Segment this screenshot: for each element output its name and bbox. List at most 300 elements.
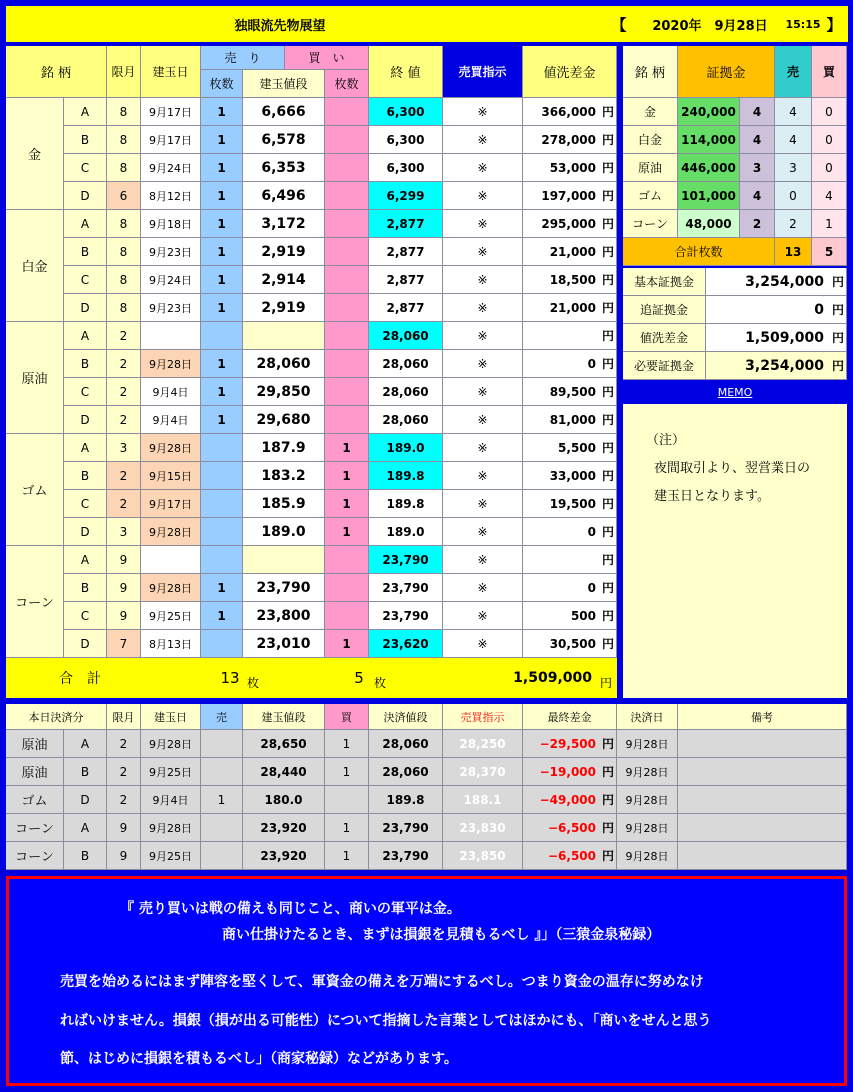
row-slot: A [64,322,107,350]
margin-row-sell: 4 [775,126,812,154]
settled-sell [201,730,243,758]
settled-signal: 188.1 [443,786,523,814]
row-close-price: 2,877 [369,294,443,322]
row-signal: ※ [443,154,523,182]
summary-label: 値洗差金 [623,324,706,352]
header-sell-price: 建玉値段 [243,70,325,98]
row-slot: A [64,434,107,462]
margin-row-amount: 114,000 [678,126,740,154]
memo-link[interactable]: MEMO [717,385,753,399]
margin-header-amount: 証拠金 [678,46,775,98]
yen-unit: 円 [601,357,614,371]
row-open-price: 2,919 [243,294,325,322]
row-month: 8 [107,238,141,266]
row-month: 3 [107,434,141,462]
row-signal: ※ [443,546,523,574]
margin-total-buy: 5 [812,238,847,266]
margin-row-buy: 0 [812,154,847,182]
row-mtm: 89,500 円 [523,378,617,406]
yen-unit: 円 [601,385,614,399]
row-close-price: 23,620 [369,630,443,658]
row-signal: ※ [443,98,523,126]
row-mtm: 295,000 円 [523,210,617,238]
settled-note [678,730,847,758]
margin-row-sell: 3 [775,154,812,182]
row-open-date: 8月13日 [141,630,201,658]
row-slot: B [64,574,107,602]
settled-date-closed: 9月28日 [617,814,678,842]
row-month: 9 [107,546,141,574]
row-close-price: 6,300 [369,126,443,154]
settled-price: 189.8 [369,786,443,814]
row-signal: ※ [443,490,523,518]
row-slot: B [64,238,107,266]
row-sell-count: 1 [201,238,243,266]
row-mtm: 33,000 円 [523,462,617,490]
row-mtm: 53,000 円 [523,154,617,182]
row-open-price: 183.2 [243,462,325,490]
row-signal: ※ [443,210,523,238]
row-buy-count [325,350,369,378]
yen-unit: 円 [831,303,844,317]
row-sell-count: 1 [201,602,243,630]
yen-unit: 円 [601,793,614,807]
settled-final: −49,000 円 [523,786,617,814]
row-slot: D [64,630,107,658]
settled-sell: 1 [201,786,243,814]
settled-sell [201,842,243,870]
yen-unit: 円 [601,469,614,483]
header-month: 限月 [107,46,141,98]
settled-note [678,814,847,842]
row-slot: C [64,602,107,630]
settled-signal: 28,250 [443,730,523,758]
row-buy-count [325,574,369,602]
row-buy-count: 1 [325,518,369,546]
row-sell-count: 1 [201,182,243,210]
settled-buy: 1 [325,730,369,758]
margin-row-units: 4 [740,98,775,126]
row-slot: C [64,266,107,294]
settled-date: 9月28日 [141,730,201,758]
row-signal: ※ [443,406,523,434]
row-month: 7 [107,630,141,658]
row-close-price: 189.0 [369,518,443,546]
row-buy-count [325,378,369,406]
row-mtm: 21,000 円 [523,238,617,266]
row-close-price: 2,877 [369,266,443,294]
row-open-date: 9月24日 [141,266,201,294]
settled-header-label: 本日決済分 [6,704,107,730]
summary-label: 追証拠金 [623,296,706,324]
row-open-price: 189.0 [243,518,325,546]
yen-unit: 円 [601,105,614,119]
summary-label: 基本証拠金 [623,268,706,296]
row-close-price: 28,060 [369,378,443,406]
yen-unit: 円 [601,189,614,203]
row-month: 2 [107,406,141,434]
row-close-price: 28,060 [369,406,443,434]
margin-header-brand: 銘 柄 [623,46,678,98]
settled-header-buy: 買 [325,704,369,730]
row-slot: C [64,154,107,182]
margin-row-units: 4 [740,126,775,154]
row-slot: A [64,210,107,238]
settled-open-price: 180.0 [243,786,325,814]
row-open-price [243,322,325,350]
row-open-date: 9月28日 [141,574,201,602]
settled-open-price: 23,920 [243,842,325,870]
settled-buy: 1 [325,842,369,870]
row-signal: ※ [443,518,523,546]
row-month: 2 [107,462,141,490]
row-sell-count: 1 [201,294,243,322]
yen-unit: 円 [601,765,614,779]
margin-row-name: 白金 [623,126,678,154]
row-open-date [141,322,201,350]
row-open-date: 9月17日 [141,126,201,154]
yen-unit: 円 [601,301,614,315]
settled-signal: 23,850 [443,842,523,870]
settled-sell [201,758,243,786]
total-sell-unit: 枚 [246,675,259,690]
settled-month: 2 [107,786,141,814]
yen-unit: 円 [831,359,844,373]
yen-unit: 円 [831,275,844,289]
row-buy-count [325,154,369,182]
row-mtm: 278,000 円 [523,126,617,154]
summary-value: 3,254,000 円 [706,352,847,380]
settled-name: 原油 [6,758,64,786]
row-close-price: 2,877 [369,238,443,266]
row-close-price: 23,790 [369,546,443,574]
row-open-price: 185.9 [243,490,325,518]
yen-unit: 円 [601,133,614,147]
margin-row-buy: 0 [812,126,847,154]
yen-unit: 円 [601,273,614,287]
row-open-price [243,546,325,574]
row-open-price: 23,790 [243,574,325,602]
row-month: 8 [107,210,141,238]
settled-price: 23,790 [369,814,443,842]
settled-header-final: 最終差金 [523,704,617,730]
total-sell-count: 13 [220,669,240,687]
yen-unit: 円 [601,525,614,539]
row-open-date: 9月28日 [141,434,201,462]
row-buy-count [325,238,369,266]
margin-row-buy: 0 [812,98,847,126]
row-signal: ※ [443,462,523,490]
settled-final: −6,500 円 [523,814,617,842]
margin-row-sell: 2 [775,210,812,238]
row-sell-count [201,434,243,462]
settled-sell [201,814,243,842]
margin-row-sell: 4 [775,98,812,126]
row-sell-count: 1 [201,210,243,238]
row-buy-count: 1 [325,490,369,518]
yen-unit: 円 [831,331,844,345]
row-open-date: 9月23日 [141,238,201,266]
row-buy-count [325,602,369,630]
total-mtm: 1,509,000 [513,670,592,686]
row-sell-count [201,462,243,490]
margin-row-name: コーン [623,210,678,238]
settled-signal: 23,830 [443,814,523,842]
settled-date: 9月25日 [141,758,201,786]
settled-open-price: 28,650 [243,730,325,758]
margin-header-sell: 売 [775,46,812,98]
total-buy-count: 5 [354,669,364,687]
settled-price: 28,060 [369,730,443,758]
row-open-date: 9月4日 [141,406,201,434]
row-buy-count [325,322,369,350]
settled-slot: D [64,786,107,814]
settled-name: コーン [6,842,64,870]
row-sell-count [201,546,243,574]
yen-unit: 円 [601,637,614,651]
row-open-price: 2,914 [243,266,325,294]
row-month: 8 [107,126,141,154]
row-buy-count [325,98,369,126]
header-close: 終 値 [369,46,443,98]
row-close-price: 28,060 [369,350,443,378]
settled-name: 原油 [6,730,64,758]
row-sell-count [201,322,243,350]
row-mtm [523,546,617,574]
page-title: 独眼流先物展望 [234,18,326,34]
row-buy-count [325,126,369,154]
row-month: 2 [107,322,141,350]
yen-unit: 円 [601,413,614,427]
row-sell-count: 1 [201,406,243,434]
row-buy-count [325,266,369,294]
header-sell-count: 枚数 [201,70,243,98]
yen-unit: 円 [601,821,614,835]
row-slot: C [64,490,107,518]
row-slot: B [64,462,107,490]
yen-unit: 円 [601,245,614,259]
row-slot: D [64,182,107,210]
row-sell-count: 1 [201,154,243,182]
row-signal: ※ [443,378,523,406]
row-open-date: 9月28日 [141,350,201,378]
report-date: 2020年 9月28日 [652,18,768,34]
row-sell-count: 1 [201,378,243,406]
row-open-date: 9月18日 [141,210,201,238]
settled-buy: 1 [325,814,369,842]
row-close-price: 23,790 [369,574,443,602]
row-close-price: 189.8 [369,462,443,490]
margin-row-name: 金 [623,98,678,126]
row-month: 6 [107,182,141,210]
margin-total-sell: 13 [775,238,812,266]
settled-signal: 28,370 [443,758,523,786]
row-mtm: 21,000 円 [523,294,617,322]
margin-row-name: ゴム [623,182,678,210]
row-sell-count [201,518,243,546]
memo-line: 建玉日となります。 [654,488,770,504]
row-slot: B [64,126,107,154]
header-buy-count: 枚数 [325,70,369,98]
row-open-date: 9月25日 [141,602,201,630]
settled-header-settle-date: 決済日 [617,704,678,730]
quote-line2: 商い仕掛けたるとき、まずは損銀を見積もるべし 』」（三猿金泉秘録） [222,927,661,943]
settled-buy [325,786,369,814]
margin-total-label: 合計枚数 [623,238,775,266]
yen-unit: 円 [601,609,614,623]
settled-note [678,758,847,786]
settled-date: 9月25日 [141,842,201,870]
settled-open-price: 28,440 [243,758,325,786]
margin-row-sell: 0 [775,182,812,210]
row-signal: ※ [443,350,523,378]
row-slot: C [64,378,107,406]
row-signal: ※ [443,322,523,350]
row-slot: A [64,98,107,126]
row-close-price: 28,060 [369,322,443,350]
row-signal: ※ [443,126,523,154]
settled-date: 9月28日 [141,814,201,842]
settled-month: 9 [107,842,141,870]
margin-row-amount: 48,000 [678,210,740,238]
row-sell-count: 1 [201,350,243,378]
settled-price: 28,060 [369,758,443,786]
memo-line: （注） [646,432,686,448]
row-sell-count [201,630,243,658]
row-slot: B [64,350,107,378]
row-buy-count [325,210,369,238]
group-name: コーン [6,546,64,658]
settled-slot: A [64,814,107,842]
settled-header-price: 建玉値段 [243,704,325,730]
row-buy-count: 1 [325,462,369,490]
row-slot: D [64,294,107,322]
row-mtm: 500 円 [523,602,617,630]
settled-note [678,786,847,814]
row-signal: ※ [443,630,523,658]
row-open-date: 9月28日 [141,518,201,546]
margin-row-units: 4 [740,182,775,210]
yen-unit: 円 [601,329,614,343]
summary-value: 1,509,000 円 [706,324,847,352]
margin-row-buy: 1 [812,210,847,238]
row-sell-count: 1 [201,574,243,602]
group-name: 白金 [6,210,64,322]
margin-row-units: 3 [740,154,775,182]
row-buy-count [325,406,369,434]
row-signal: ※ [443,266,523,294]
settled-month: 2 [107,730,141,758]
margin-row-amount: 101,000 [678,182,740,210]
settled-header-open-date: 建玉日 [141,704,201,730]
margin-row-amount: 446,000 [678,154,740,182]
row-month: 9 [107,574,141,602]
row-sell-count: 1 [201,126,243,154]
row-open-price: 6,666 [243,98,325,126]
settled-date-closed: 9月28日 [617,786,678,814]
row-mtm: 18,500 円 [523,266,617,294]
row-signal: ※ [443,434,523,462]
row-mtm: 0 円 [523,574,617,602]
yen-unit: 円 [601,217,614,231]
row-month: 9 [107,602,141,630]
settled-slot: B [64,842,107,870]
row-close-price: 6,299 [369,182,443,210]
header-buy: 買 い [285,46,369,70]
settled-header-note: 備考 [678,704,847,730]
row-mtm [523,322,617,350]
quote-para1: 売買を始めるにはまず陣容を堅くして、軍資金の備えを万端にするべし。つまり資金の温存に努めなけ [60,974,704,990]
row-signal: ※ [443,182,523,210]
row-mtm: 19,500 円 [523,490,617,518]
header-signal: 売買指示 [443,46,523,98]
summary-label: 必要証拠金 [623,352,706,380]
row-mtm: 0 円 [523,518,617,546]
settled-final: −6,500 円 [523,842,617,870]
settled-name: コーン [6,814,64,842]
group-name: 金 [6,98,64,210]
row-close-price: 6,300 [369,98,443,126]
quote-line1: 『 売り買いは戦の備えも同じこと、商いの軍平は金。 [120,901,461,917]
row-buy-count: 1 [325,630,369,658]
settled-final: −19,000 円 [523,758,617,786]
yen-unit: 円 [601,161,614,175]
row-close-price: 189.0 [369,434,443,462]
yen-unit: 円 [601,849,614,863]
date-bracket-open: 【 [611,15,627,34]
row-mtm: 0 円 [523,350,617,378]
settled-date-closed: 9月28日 [617,842,678,870]
total-label: 合 計 [59,671,101,687]
settled-date-closed: 9月28日 [617,758,678,786]
row-close-price: 2,877 [369,210,443,238]
row-signal: ※ [443,574,523,602]
settled-month: 2 [107,758,141,786]
settled-date-closed: 9月28日 [617,730,678,758]
summary-value: 0 円 [706,296,847,324]
settled-price: 23,790 [369,842,443,870]
row-open-date: 8月12日 [141,182,201,210]
row-mtm: 81,000 円 [523,406,617,434]
summary-value: 3,254,000 円 [706,268,847,296]
row-slot: A [64,546,107,574]
row-open-price: 6,496 [243,182,325,210]
row-open-price: 3,172 [243,210,325,238]
row-open-price: 6,578 [243,126,325,154]
row-open-price: 23,010 [243,630,325,658]
row-month: 8 [107,294,141,322]
settled-final: −29,500 円 [523,730,617,758]
row-open-price: 187.9 [243,434,325,462]
row-open-price: 29,680 [243,406,325,434]
group-name: 原油 [6,322,64,434]
settled-header-sell: 売 [201,704,243,730]
date-bracket-close: 】 [826,15,842,34]
row-open-date: 9月23日 [141,294,201,322]
header-mtm: 値洗差金 [523,46,617,98]
settled-header-month: 限月 [107,704,141,730]
row-buy-count: 1 [325,434,369,462]
settled-open-price: 23,920 [243,814,325,842]
settled-slot: A [64,730,107,758]
row-mtm: 366,000 円 [523,98,617,126]
header-sell: 売 り [201,46,285,70]
row-month: 8 [107,98,141,126]
group-name: ゴム [6,434,64,546]
row-sell-count: 1 [201,98,243,126]
row-buy-count [325,182,369,210]
settled-date: 9月4日 [141,786,201,814]
